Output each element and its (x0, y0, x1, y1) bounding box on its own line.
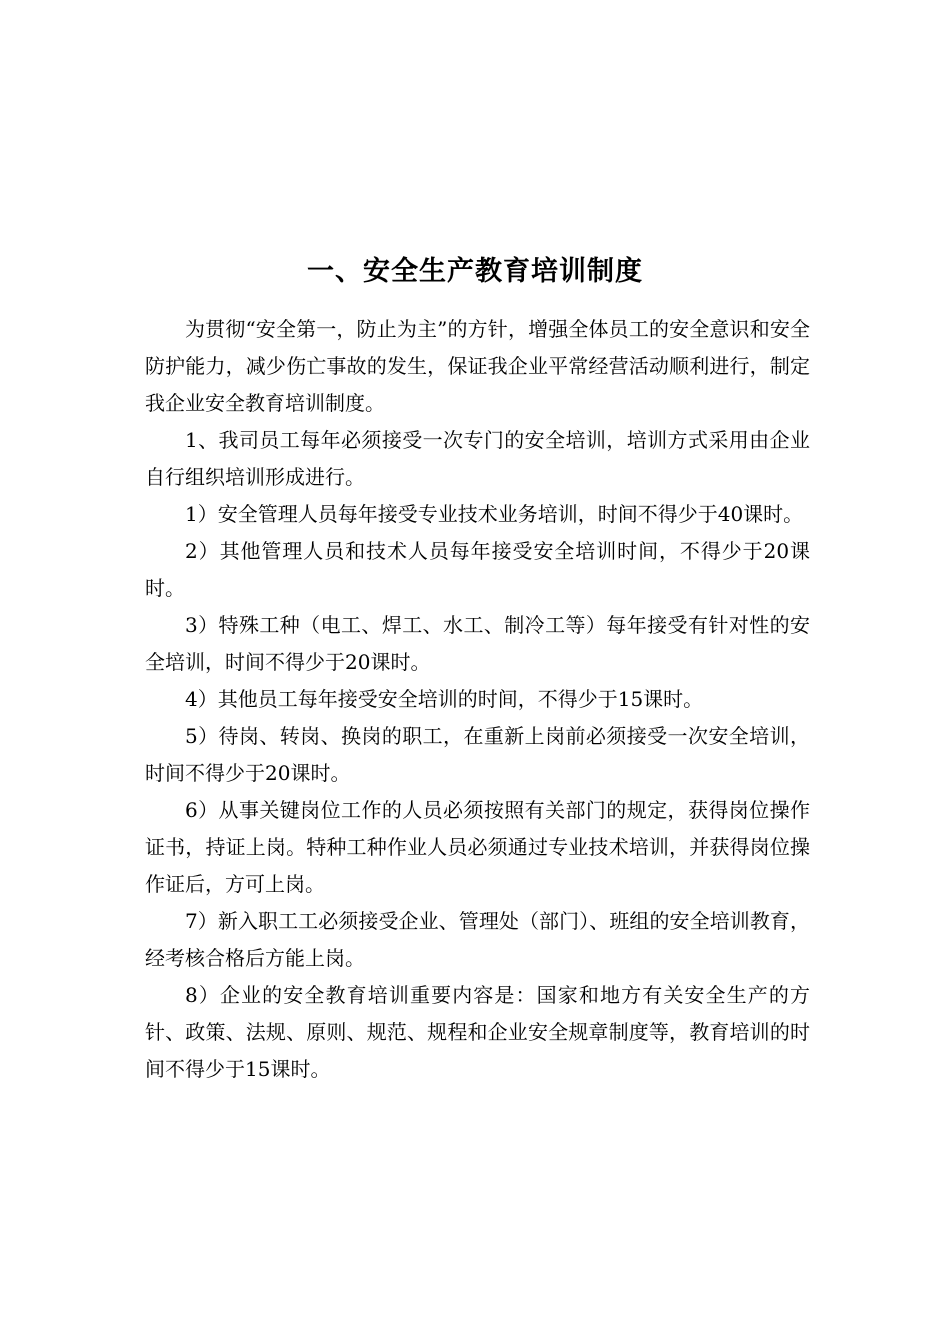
paragraph-intro: 为贯彻“安全第一，防止为主”的方针，增强全体员工的安全意识和安全防护能力，减少伤亡事故的发生，保证我企业平常经营活动顺利进行，制定我企业安全教育培训制度。 (145, 317, 810, 415)
paragraph-item-5: 5）待岗、转岗、换岗的职工，在重新上岗前必须接受一次安全培训，时间不得少于20课时。 (145, 724, 810, 785)
document-body (145, 311, 810, 1088)
paragraph-item-4: 4）其他员工每年接受安全培训的时间，不得少于15课时。 (185, 687, 704, 711)
paragraph-item-3: 3）特殊工种（电工、焊工、水工、制冷工等）每年接受有针对性的安全培训，时间不得少于20课时。 (145, 613, 810, 674)
paragraph-item-1: 1）安全管理人员每年接受专业技术业务培训，时间不得少于40课时。 (185, 502, 804, 526)
paragraph-item-8: 8）企业的安全教育培训重要内容是：国家和地方有关安全生产的方针、政策、法规、原则、规范、规程和企业安全规章制度等，教育培训的时间不得少于15课时。 (145, 983, 810, 1081)
paragraph-rule-1: 1、我司员工每年必须接受一次专门的安全培训，培训方式采用由企业自行组织培训形成进行。 (145, 428, 810, 489)
document-title: 一、安全生产教育培训制度 (307, 256, 643, 287)
paragraph-item-2: 2）其他管理人员和技术人员每年接受安全培训时间，不得少于20课时。 (145, 539, 810, 600)
paragraph-item-7: 7）新入职工工必须接受企业、管理处（部门）、班组的安全培训教育，经考核合格后方能上岗。 (145, 909, 810, 970)
paragraph-item-6: 6）从事关键岗位工作的人员必须按照有关部门的规定，获得岗位操作证书，持证上岗。特种工种作业人员必须通过专业技术培训，并获得岗位操作证后，方可上岗。 (145, 798, 810, 896)
